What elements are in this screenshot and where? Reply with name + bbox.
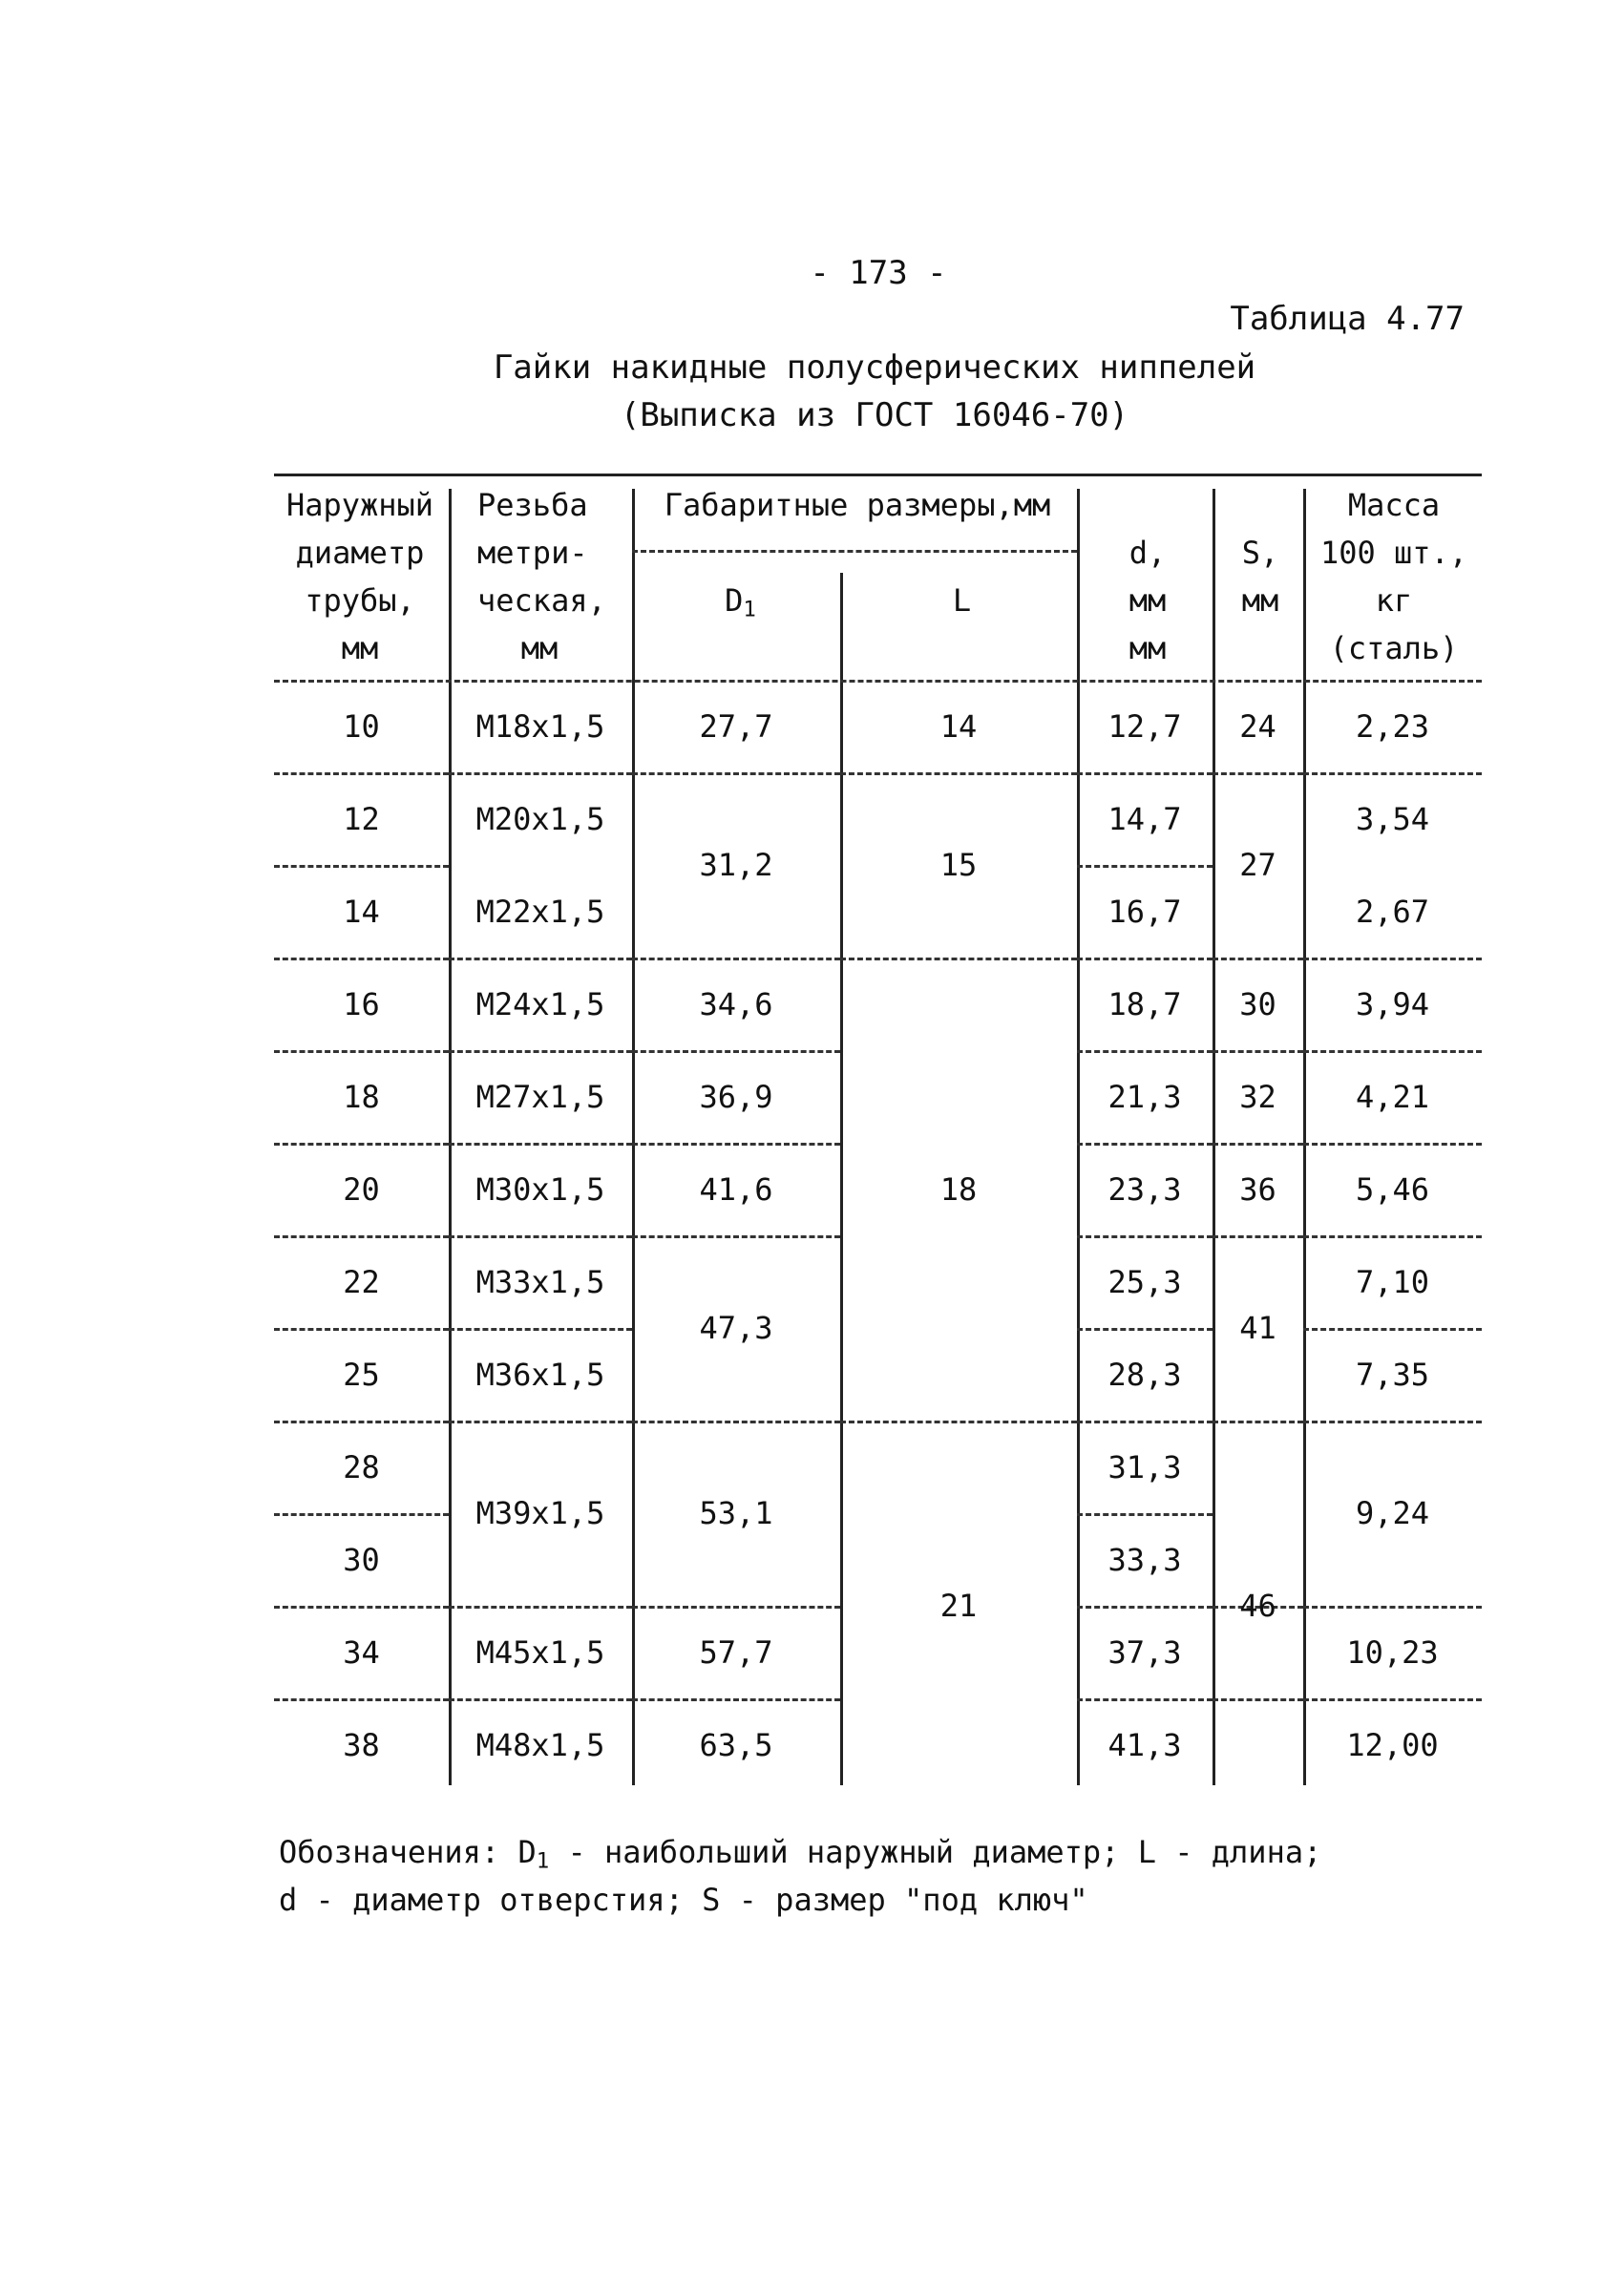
cell-wrench-size: 24 — [1239, 707, 1276, 745]
cell-bore-diameter: 31,3 — [1107, 1448, 1182, 1485]
cell-d1: 34,6 — [699, 985, 773, 1022]
header-outer-diameter-3: трубы, — [305, 582, 415, 619]
cell-outer-diameter: 16 — [343, 985, 380, 1022]
cell-bore-diameter: 37,3 — [1107, 1633, 1182, 1671]
cell-outer-diameter: 10 — [343, 707, 380, 745]
table-subtitle: (Выписка из ГОСТ 16046-70) — [620, 396, 1129, 434]
row-divider — [1077, 1143, 1213, 1146]
header-dimensions: Габаритные размеры,мм — [664, 487, 1051, 523]
cell-outer-diameter: 14 — [343, 893, 380, 930]
column-divider — [632, 489, 635, 1785]
cell-outer-diameter: 30 — [343, 1541, 380, 1578]
row-divider — [449, 1421, 632, 1423]
row-divider — [274, 1235, 449, 1238]
cell-wrench-size: 32 — [1239, 1078, 1276, 1115]
cell-mass: 3,94 — [1355, 985, 1430, 1022]
row-divider — [274, 1698, 449, 1701]
row-divider — [632, 958, 840, 960]
row-divider — [274, 1513, 449, 1516]
cell-length: 21 — [939, 1588, 978, 1624]
header-d-2: мм — [1128, 582, 1167, 619]
row-divider — [632, 772, 840, 775]
cell-outer-diameter: 12 — [343, 800, 380, 837]
header-thread-4: мм — [520, 630, 559, 666]
cell-thread: М27х1,5 — [475, 1078, 605, 1115]
cell-d1: 63,5 — [699, 1726, 773, 1763]
header-mass-3: кг — [1375, 582, 1413, 619]
cell-outer-diameter: 28 — [343, 1448, 380, 1485]
row-divider — [1213, 1050, 1303, 1053]
cell-bore-diameter: 28,3 — [1107, 1356, 1182, 1393]
cell-bore-diameter: 18,7 — [1107, 985, 1182, 1022]
cell-outer-diameter: 22 — [343, 1263, 380, 1300]
row-divider — [840, 958, 1077, 960]
column-divider — [1303, 489, 1306, 1785]
cell-length: 18 — [939, 1170, 978, 1208]
cell-mass: 9,24 — [1355, 1495, 1430, 1531]
legend-line-1: Обозначения: $D_1$ - наибольший наружный диаметр; L - длина; — [279, 1834, 1322, 1874]
table-title: Гайки накидные полусферических ниппелей — [493, 348, 1256, 387]
cell-thread: М20х1,5 — [475, 800, 605, 837]
row-divider — [274, 1143, 449, 1146]
row-divider — [632, 1698, 840, 1701]
header-mass-2: 100 шт., — [1319, 535, 1468, 571]
header-outer-diameter-2: диаметр — [295, 535, 425, 571]
cell-d1: 57,7 — [699, 1633, 773, 1671]
row-divider — [274, 958, 449, 960]
cell-mass: 3,54 — [1355, 800, 1430, 837]
row-divider — [449, 958, 632, 960]
cell-outer-diameter: 18 — [343, 1078, 380, 1115]
cell-thread: М36х1,5 — [475, 1356, 605, 1393]
header-thread-3: ческая, — [477, 582, 606, 619]
row-divider — [274, 865, 449, 868]
cell-wrench-size: 27 — [1239, 847, 1276, 883]
header-d-1: d, — [1128, 535, 1167, 571]
column-divider — [1077, 489, 1080, 1785]
row-divider — [1303, 1050, 1482, 1053]
row-divider — [1213, 1421, 1303, 1423]
row-divider — [1077, 1606, 1213, 1609]
row-divider — [632, 1235, 840, 1238]
row-divider — [274, 1050, 449, 1053]
row-divider — [274, 1421, 449, 1423]
header-thread-1: Резьба — [477, 487, 588, 523]
cell-d1: 41,6 — [699, 1170, 773, 1208]
cell-bore-diameter: 14,7 — [1107, 800, 1182, 837]
cell-thread: М33х1,5 — [475, 1263, 605, 1300]
row-divider — [1213, 1143, 1303, 1146]
cell-d1: 36,9 — [699, 1078, 773, 1115]
row-divider — [1077, 1328, 1213, 1331]
row-divider — [449, 1698, 632, 1701]
row-divider — [1213, 958, 1303, 960]
cell-mass: 2,23 — [1355, 707, 1430, 745]
row-divider — [1303, 1328, 1482, 1331]
cell-wrench-size: 46 — [1239, 1588, 1276, 1624]
row-divider — [449, 772, 632, 775]
row-divider — [274, 1606, 449, 1609]
row-divider — [632, 1606, 840, 1609]
header-l: L — [952, 582, 972, 619]
cell-bore-diameter: 16,7 — [1107, 893, 1182, 930]
cell-mass: 12,00 — [1346, 1726, 1439, 1763]
row-divider — [1303, 958, 1482, 960]
cell-wrench-size: 36 — [1239, 1170, 1276, 1208]
header-d1: $D_1$ — [725, 582, 756, 622]
cell-mass: 10,23 — [1346, 1633, 1439, 1671]
cell-wrench-size: 30 — [1239, 985, 1276, 1022]
cell-outer-diameter: 20 — [343, 1170, 380, 1208]
cell-d1: 53,1 — [699, 1495, 773, 1531]
cell-mass: 2,67 — [1355, 893, 1430, 930]
header-outer-diameter-4: мм — [341, 630, 379, 666]
cell-bore-diameter: 21,3 — [1107, 1078, 1182, 1115]
header-d-3: мм — [1128, 630, 1167, 666]
cell-bore-diameter: 25,3 — [1107, 1263, 1182, 1300]
cell-wrench-size: 41 — [1239, 1310, 1276, 1346]
header-subdivider — [632, 550, 1077, 553]
cell-thread: М18х1,5 — [475, 707, 605, 745]
cell-outer-diameter: 25 — [343, 1356, 380, 1393]
header-thread-2: метри- — [477, 535, 588, 571]
header-outer-diameter-1: Наружный — [285, 487, 434, 523]
row-divider — [840, 772, 1077, 775]
cell-outer-diameter: 38 — [343, 1726, 380, 1763]
row-divider — [1303, 1235, 1482, 1238]
cell-thread: М45х1,5 — [475, 1633, 605, 1671]
header-s-1: S, — [1241, 535, 1279, 571]
row-divider — [1077, 1235, 1213, 1238]
cell-mass: 7,35 — [1355, 1356, 1430, 1393]
row-divider — [449, 1328, 632, 1331]
cell-mass: 7,10 — [1355, 1263, 1430, 1300]
row-divider — [1077, 1698, 1213, 1701]
row-divider — [1303, 1143, 1482, 1146]
cell-bore-diameter: 33,3 — [1107, 1541, 1182, 1578]
cell-mass: 5,46 — [1355, 1170, 1430, 1208]
cell-length: 14 — [939, 707, 978, 745]
cell-d1: 31,2 — [699, 847, 773, 883]
row-divider — [1213, 772, 1303, 775]
row-divider — [449, 1050, 632, 1053]
header-mass-4: (сталь) — [1329, 630, 1459, 666]
row-divider — [1077, 1050, 1213, 1053]
legend-line-2: d - диаметр отверстия; S - размер "под ключ" — [279, 1882, 1088, 1918]
row-divider — [449, 1606, 632, 1609]
table-label: Таблица 4.77 — [1230, 300, 1465, 338]
row-divider — [840, 1421, 1077, 1423]
row-divider — [1303, 772, 1482, 775]
cell-thread: М30х1,5 — [475, 1170, 605, 1208]
row-divider — [632, 1050, 840, 1053]
cell-bore-diameter: 12,7 — [1107, 707, 1182, 745]
cell-thread: М48х1,5 — [475, 1726, 605, 1763]
cell-bore-diameter: 23,3 — [1107, 1170, 1182, 1208]
row-divider — [632, 1143, 840, 1146]
row-divider — [449, 1143, 632, 1146]
column-divider — [449, 489, 452, 1785]
cell-thread: М24х1,5 — [475, 985, 605, 1022]
cell-mass: 4,21 — [1355, 1078, 1430, 1115]
row-divider — [1077, 865, 1213, 868]
row-divider — [1303, 1698, 1482, 1701]
cell-outer-diameter: 34 — [343, 1633, 380, 1671]
header-bottom-rule — [274, 680, 1482, 683]
row-divider — [274, 1328, 449, 1331]
row-divider — [1077, 958, 1213, 960]
row-divider — [1077, 1513, 1213, 1516]
row-divider — [1213, 1235, 1303, 1238]
row-divider — [1077, 772, 1213, 775]
header-mass-1: Масса — [1347, 487, 1441, 523]
row-divider — [449, 1235, 632, 1238]
cell-length: 15 — [939, 847, 978, 883]
page-number: - 173 - — [810, 254, 947, 292]
table-top-rule — [274, 474, 1482, 476]
row-divider — [1303, 1606, 1482, 1609]
cell-bore-diameter: 41,3 — [1107, 1726, 1182, 1763]
cell-d1: 27,7 — [699, 707, 773, 745]
row-divider — [632, 1421, 840, 1423]
row-divider — [274, 772, 449, 775]
cell-d1: 47,3 — [699, 1310, 773, 1346]
header-s-2: мм — [1241, 582, 1279, 619]
cell-thread: М39х1,5 — [475, 1495, 605, 1531]
row-divider — [1213, 1698, 1303, 1701]
row-divider — [1077, 1421, 1213, 1423]
row-divider — [1303, 1421, 1482, 1423]
cell-thread: М22х1,5 — [475, 893, 605, 930]
